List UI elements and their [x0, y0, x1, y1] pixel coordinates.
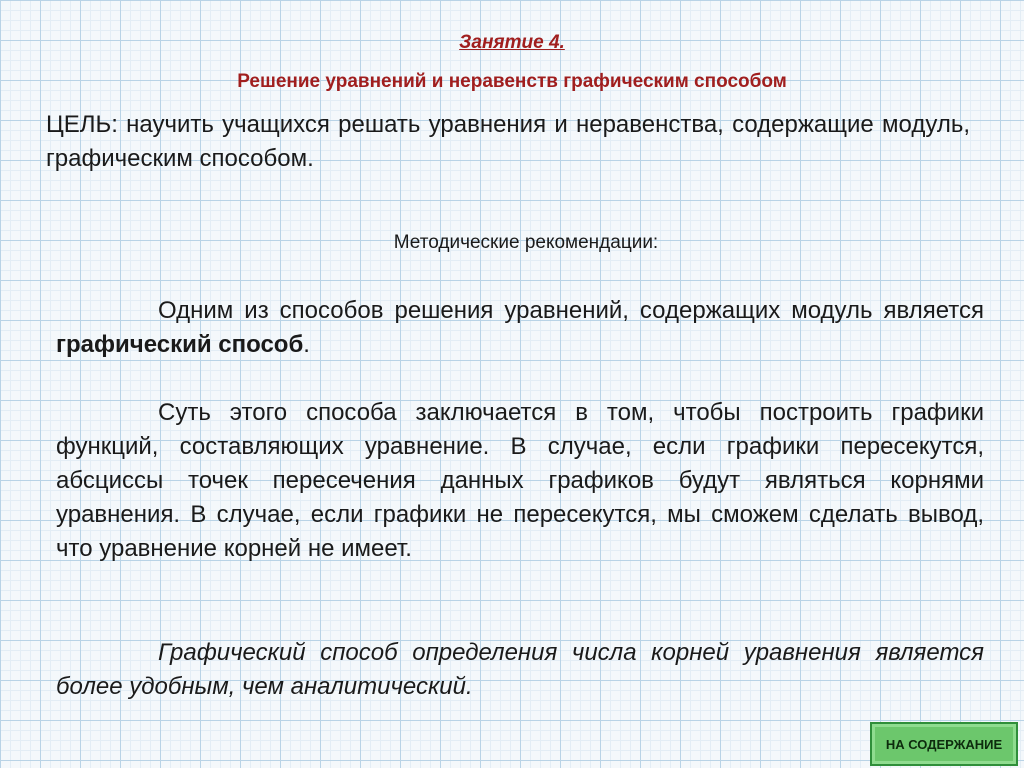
- lesson-subtitle: Решение уравнений и неравенств графическим способом: [237, 71, 787, 92]
- lesson-title: Занятие 4.: [459, 32, 565, 53]
- paragraph-graphical-method-end: .: [303, 331, 310, 358]
- graphical-method-term: графический способ: [56, 331, 304, 358]
- paragraph-graphical-method: [56, 294, 984, 362]
- paragraph-conclusion: Графический способ определения числа корней уравнения является более удобным, чем аналитический.: [56, 639, 984, 700]
- lesson-goal: ЦЕЛЬ: научить учащихся решать уравнения и неравенства, содержащие модуль, графическим способом.: [46, 111, 970, 172]
- to-contents-button[interactable]: НА СОДЕРЖАНИЕ: [870, 722, 1018, 766]
- paragraph-method-essence: Суть этого способа заключается в том, чтобы построить графики функций, составляющих уравнение. В случае, если графики пересекутся, абсциссы точек пересечения данных графиков будут являться корнями уравнения. В случае, если графики не пересекутся, мы сможем сделать вывод, что уравнение корней не имеет.: [56, 399, 984, 562]
- paragraph-graphical-method-text: Одним из способов решения уравнений, содержащих модуль является: [158, 297, 984, 324]
- methodical-recommendations-title: Методические рекомендации:: [393, 232, 659, 253]
